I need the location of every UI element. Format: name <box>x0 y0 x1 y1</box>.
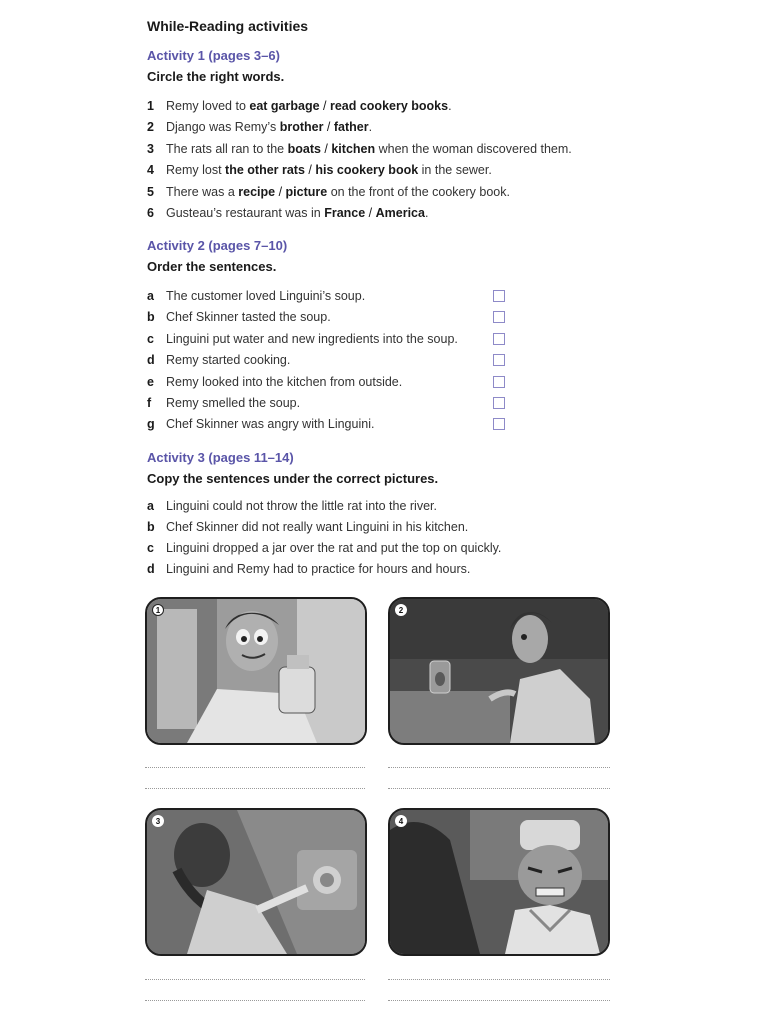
activity-1-item <box>147 99 452 113</box>
activity-2-item <box>147 375 402 389</box>
item-letter: d <box>147 353 155 367</box>
activity-3-heading: Activity 3 (pages 11–14) <box>147 450 294 465</box>
answer-line[interactable] <box>145 767 365 768</box>
activity-1-item <box>147 206 428 220</box>
sentence-end: in the sewer. <box>418 163 492 177</box>
activity-2-instruction: Order the sentences. <box>147 259 277 274</box>
sentence-end: on the front of the cookery book. <box>327 185 510 199</box>
picture-2 <box>388 597 610 745</box>
activity-3-instruction: Copy the sentences under the correct pictures. <box>147 471 439 486</box>
activity-3-item <box>147 520 468 534</box>
sentence-end: . <box>448 99 452 113</box>
activity-1-heading: Activity 1 (pages 3–6) <box>147 48 280 63</box>
picture-number: 1 <box>152 604 164 616</box>
sentence-start: Remy loved to <box>166 99 250 113</box>
order-checkbox[interactable] <box>493 418 505 430</box>
word-option-2[interactable]: read cookery books <box>329 99 449 113</box>
option-separator: / <box>275 185 286 199</box>
answer-line[interactable] <box>388 767 610 768</box>
item-letter: b <box>147 310 155 324</box>
word-option-2[interactable]: picture <box>285 185 328 199</box>
picture-3-illustration <box>147 810 365 954</box>
picture-4 <box>388 808 610 956</box>
picture-3 <box>145 808 367 956</box>
activity-1-item <box>147 142 572 156</box>
sentence-text: Chef Skinner did not really want Linguini in his kitchen. <box>166 520 469 534</box>
picture-number: 3 <box>152 815 164 827</box>
item-letter: a <box>147 289 154 303</box>
activity-3-item <box>147 562 470 576</box>
item-letter: f <box>147 396 152 410</box>
order-checkbox[interactable] <box>493 290 505 302</box>
word-option-1[interactable]: recipe <box>238 185 276 199</box>
sentence-start: Gusteau’s restaurant was in <box>166 206 325 220</box>
item-letter: e <box>147 375 154 389</box>
activity-1-item <box>147 163 492 177</box>
word-option-1[interactable]: France <box>324 206 366 220</box>
sentence-end: . <box>368 120 373 134</box>
option-separator: / <box>323 120 334 134</box>
answer-line[interactable] <box>388 979 610 980</box>
item-number: 6 <box>147 206 154 220</box>
picture-4-illustration <box>390 810 608 954</box>
sentence-text: Chef Skinner was angry with Linguini. <box>166 417 375 431</box>
sentence-text: Linguini and Remy had to practice for hours and hours. <box>166 562 471 576</box>
sentence-start: The rats all ran to the <box>166 142 288 156</box>
answer-line[interactable] <box>145 1000 365 1001</box>
sentence-text: The customer loved Linguini’s soup. <box>166 289 366 303</box>
activity-2-item <box>147 417 374 431</box>
word-option-1[interactable]: brother <box>279 120 324 134</box>
item-letter: c <box>147 541 154 555</box>
sentence-start: Django was Remy’s <box>166 120 280 134</box>
item-number: 3 <box>147 142 154 156</box>
word-option-1[interactable]: eat garbage <box>249 99 320 113</box>
word-option-1[interactable]: the other rats <box>225 163 305 177</box>
answer-line[interactable] <box>388 788 610 789</box>
order-checkbox[interactable] <box>493 376 505 388</box>
item-letter: a <box>147 499 154 513</box>
activity-2-item <box>147 353 290 367</box>
activity-2-item <box>147 289 365 303</box>
option-separator: / <box>319 99 330 113</box>
item-letter: b <box>147 520 155 534</box>
word-option-2[interactable]: America <box>375 206 425 220</box>
page-title: While-Reading activities <box>147 18 309 34</box>
picture-1 <box>145 597 367 745</box>
sentence-text: Chef Skinner tasted the soup. <box>166 310 331 324</box>
order-checkbox[interactable] <box>493 311 505 323</box>
activity-1-item <box>147 120 372 134</box>
sentence-start: Remy lost <box>166 163 226 177</box>
item-number: 2 <box>147 120 154 134</box>
word-option-2[interactable]: his cookery book <box>315 163 419 177</box>
picture-number: 2 <box>395 604 407 616</box>
item-letter: c <box>147 332 154 346</box>
option-separator: / <box>365 206 376 220</box>
activity-3-item <box>147 541 501 555</box>
sentence-text: Linguini could not throw the little rat into the river. <box>166 499 437 513</box>
picture-2-illustration <box>390 599 608 743</box>
picture-1-illustration <box>147 599 365 743</box>
sentence-end: . <box>424 206 429 220</box>
activity-2-heading: Activity 2 (pages 7–10) <box>147 238 288 253</box>
item-letter: g <box>147 417 155 431</box>
sentence-text: Linguini put water and new ingredients into the soup. <box>166 332 458 346</box>
sentence-text: Remy smelled the soup. <box>166 396 301 410</box>
word-option-2[interactable]: father <box>333 120 369 134</box>
item-number: 1 <box>147 99 154 113</box>
order-checkbox[interactable] <box>493 333 505 345</box>
sentence-start: There was a <box>166 185 239 199</box>
sentence-text: Remy started cooking. <box>166 353 291 367</box>
picture-number: 4 <box>395 815 407 827</box>
item-number: 5 <box>147 185 154 199</box>
activity-3-item <box>147 499 437 513</box>
sentence-text: Remy looked into the kitchen from outside. <box>166 375 403 389</box>
sentence-text: Linguini dropped a jar over the rat and put the top on quickly. <box>166 541 502 555</box>
option-separator: / <box>304 163 316 177</box>
item-number: 4 <box>147 163 154 177</box>
sentence-end: when the woman discovered them. <box>375 142 572 156</box>
order-checkbox[interactable] <box>493 397 505 409</box>
activity-1-item <box>147 185 510 199</box>
activity-2-item <box>147 396 300 410</box>
word-option-2[interactable]: kitchen <box>331 142 376 156</box>
answer-line[interactable] <box>388 1000 610 1001</box>
option-separator: / <box>320 142 332 156</box>
answer-line[interactable] <box>145 979 365 980</box>
order-checkbox[interactable] <box>493 354 505 366</box>
item-letter: d <box>147 562 155 576</box>
activity-2-item <box>147 332 458 346</box>
activity-2-item <box>147 310 331 324</box>
word-option-1[interactable]: boats <box>287 142 321 156</box>
answer-line[interactable] <box>145 788 365 789</box>
activity-1-instruction: Circle the right words. <box>147 69 285 84</box>
